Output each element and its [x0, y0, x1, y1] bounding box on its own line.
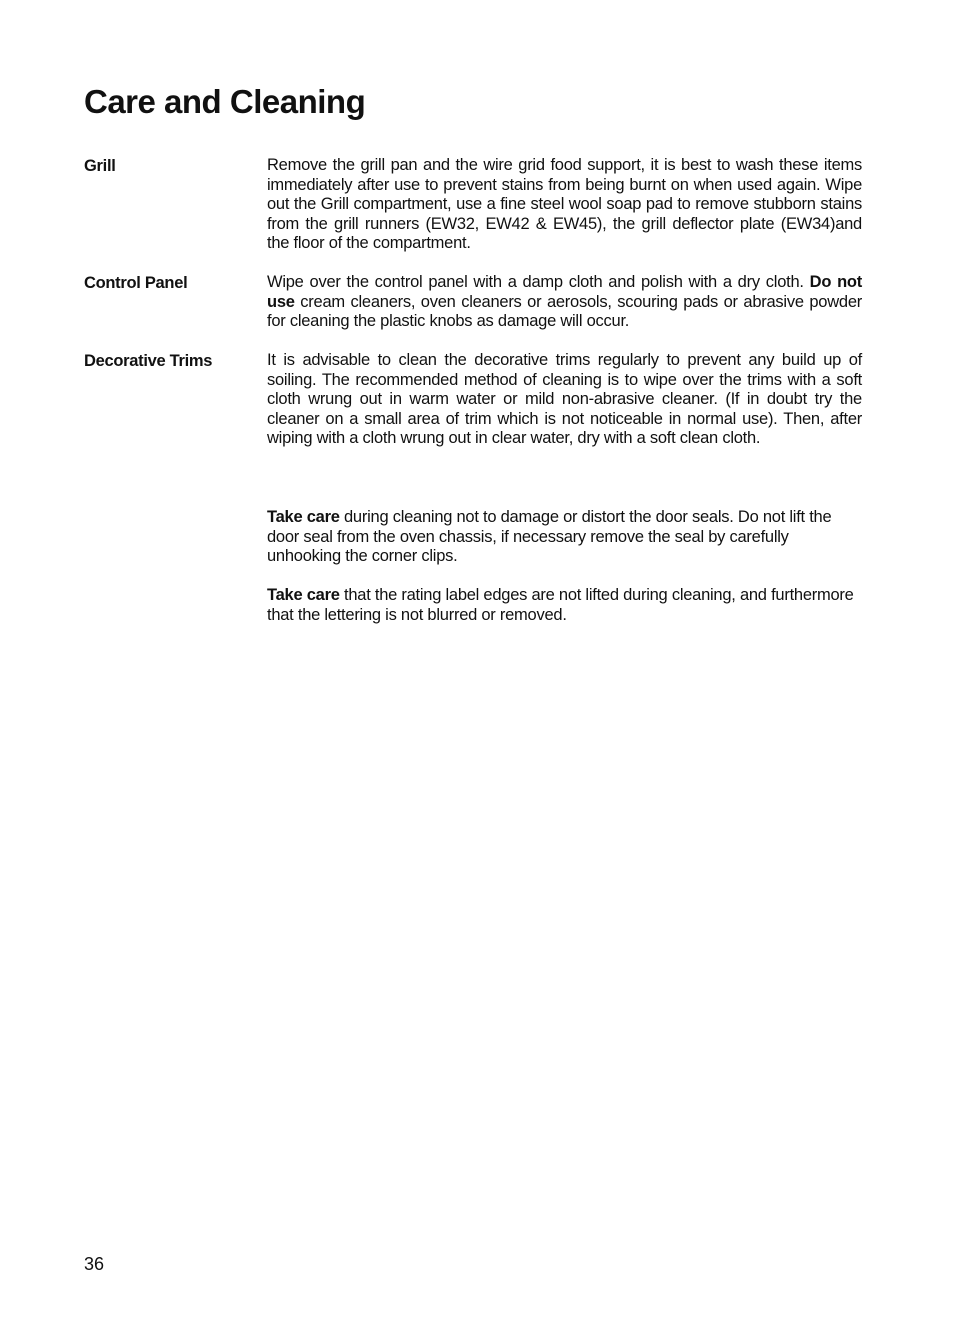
section-label-decorative-trims: Decorative Trims: [84, 352, 213, 370]
rating-label-emphasis: Take care: [267, 586, 340, 604]
section-text-decorative-trims: It is advisable to clean the decorative trims regularly to prevent any build up of soiling. The recommended method of cleaning is to wipe over the trims with a soft cloth wrung out in warm water or mild non-abrasive cleaner. (If in doubt try the cleaner on a small area of trim which is not noticeable in normal use). Then, after wiping with a cloth wrung out in clear water, dry with a soft clean cloth.: [267, 351, 862, 448]
section-text-grill: Remove the grill pan and the wire grid food support, it is best to wash these items immediately after use to prevent stains from being burnt on when used again. Wipe out the Grill compartment, use a fine steel wool soap pad to remove stubborn stains from the grill runners (EW32, EW42 & EW45), the grill deflector plate (EW34)and the floor of the compartment.: [267, 156, 862, 253]
control-panel-text-line1: Wipe over the control panel with a damp cloth and polish with a dry cloth.: [267, 273, 804, 291]
note-text-door-seals: [267, 508, 862, 567]
note-text-rating-label: [267, 586, 862, 625]
section-text-control-panel: [267, 273, 862, 332]
door-seals-text: during cleaning not to damage or distort the door seals. Do not lift the door seal from the oven chassis, if necessary remove the seal by carefully unhooking the corner clips.: [267, 508, 832, 566]
rating-label-text: that the rating label edges are not lifted during cleaning, and furthermore that the lettering is not blurred or removed.: [267, 586, 854, 624]
section-label-control-panel: Control Panel: [84, 274, 188, 292]
door-seals-emphasis: Take care: [267, 508, 340, 526]
section-label-grill: Grill: [84, 157, 116, 175]
control-panel-warning-emphasis: Do not use: [267, 273, 862, 311]
page-title: Care and Cleaning: [84, 83, 366, 120]
control-panel-text-rest: cream cleaners, oven cleaners or aerosols, scouring pads or abrasive powder for cleaning the plastic knobs as damage will occur.: [267, 292, 862, 331]
page-number: 36: [84, 1254, 105, 1274]
